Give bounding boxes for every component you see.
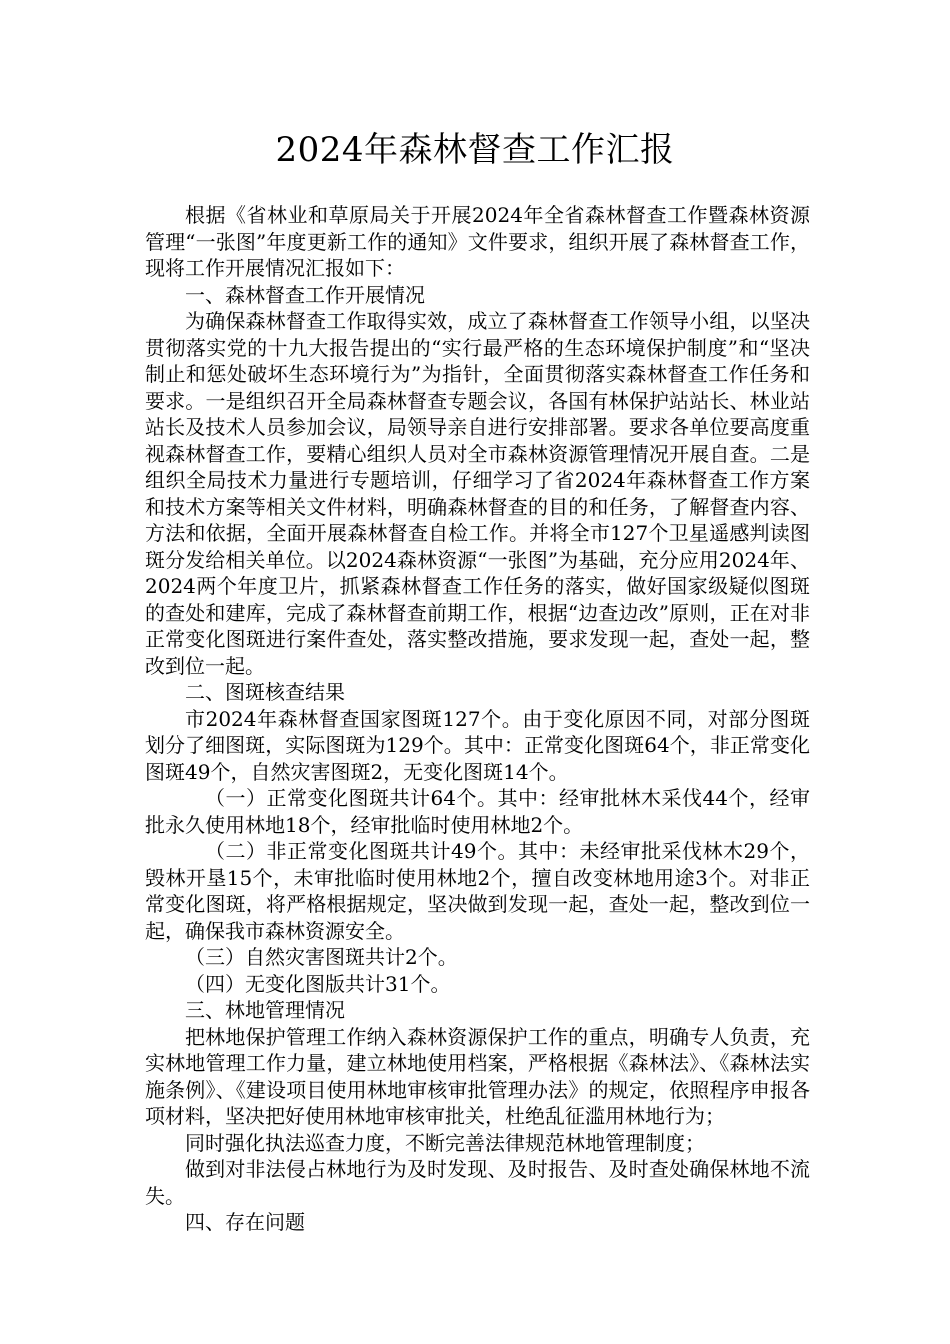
section-heading-1: 一、森林督查工作开展情况: [185, 282, 425, 307]
paragraph-section-1: 为确保森林督查工作取得实效，成立了森林督查工作领导小组，以坚决贯彻落实党的十九大报告提出的“实行最严格的生态环境保护制度”和“坚决制止和惩处破坏生态环境行为”为指针，全面贯彻落实森林督查工作任务和要求。一是组织召开全局森林督查专题会议，各国有林保护站站长、林业站站长及技术人员参加会议，局领导亲自进行安排部署。要求各单位要高度重视森林督查工作，要精心组织人员对全市森林资源管理情况开展自查。二是组织全局技术力量进行专题培训，仔细学习了省2024年森林督查工作方案和技术方案等相关文件材料，明确森林督查的目的和任务，了解督查内容、方法和依据，全面开展森林督查自检工作。并将全市127个卫星遥感判读图斑分发给相关单位。以2024森林资源“一张图”为基础，充分应用2024年、2024两个年度卫片，抓紧森林督查工作任务的落实，做好国家级疑似图斑的查处和建库，完成了森林督查前期工作，根据“边查边改”原则，正在对非正常变化图斑进行案件查处，落实整改措施，要求发现一起，查处一起，整改到位一起。: [145, 309, 810, 678]
subitem-2: （二）非正常变化图斑共计49个。其中：未经审批采伐林木29个，毁林开垦15个，未审批临时使用林地2个，擅自改变林地用途3个。对非正常变化图斑，将严格根据规定，坚决做到发现一起，查处一起，整改到位一起，确保我市森林资源安全。: [145, 839, 810, 943]
subitem-4: （四）无变化图版共计31个。: [185, 971, 451, 996]
section-heading-3: 三、林地管理情况: [185, 998, 345, 1022]
paragraph-section-3b: 同时强化执法巡查力度，不断完善法律规范林地管理制度；: [185, 1130, 705, 1155]
paragraph-intro: 根据《省林业和草原局关于开展2024年全省森林督查工作暨森林资源管理“一张图”年度更新工作的通知》文件要求，组织开展了森林督查工作，现将工作开展情况汇报如下：: [145, 203, 810, 280]
section-heading-4: 四、存在问题: [185, 1210, 305, 1234]
paragraph-section-3c: 做到对非法侵占林地行为及时发现、及时报告、及时查处确保林地不流失。: [145, 1157, 810, 1208]
document-title: 2024年森林督查工作汇报: [275, 130, 675, 170]
paragraph-section-2: 市2024年森林督查国家图斑127个。由于变化原因不同，对部分图斑划分了细图斑，实际图斑为129个。其中：正常变化图斑64个，非正常变化图斑49个，自然灾害图斑2，无变化图斑14个。: [145, 706, 810, 784]
section-heading-2: 二、图斑核查结果: [185, 680, 345, 704]
subitem-3: （三）自然灾害图斑共计2个。: [185, 945, 458, 969]
document-body: [145, 202, 810, 1236]
paragraph-section-3: 把林地保护管理工作纳入森林资源保护工作的重点，明确专人负责，充实林地管理工作力量，建立林地使用档案，严格根据《森林法》、《森林法实施条例》、《建设项目使用林地审核审批管理办法》的规定，依照程序申报各项材料，坚决把好使用林地审核审批关，杜绝乱征滥用林地行为；: [145, 1024, 810, 1128]
subitem-1: （一）正常变化图斑共计64个。其中：经审批林木采伐44个，经审批永久使用林地18个，经审批临时使用林地2个。: [145, 786, 810, 837]
